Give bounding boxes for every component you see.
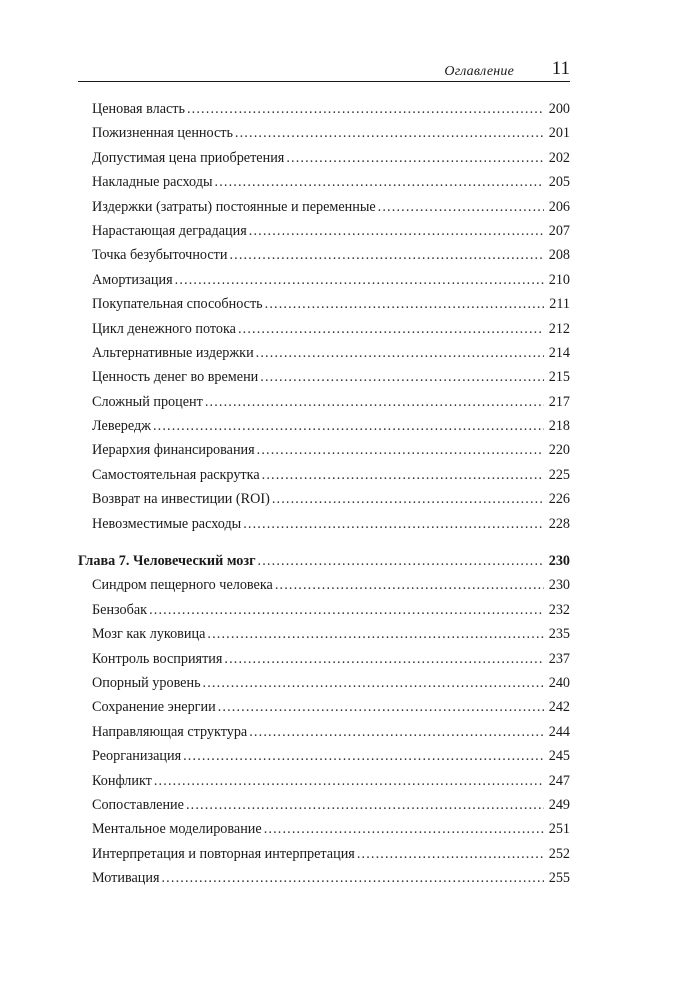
toc-entry-row	[78, 651, 570, 675]
dot-leader	[207, 626, 544, 643]
toc-entry-row	[78, 394, 570, 418]
entry-page-number: 220	[548, 442, 570, 459]
toc-entry-row	[78, 272, 570, 296]
entry-title: Альтернативные издержки	[92, 344, 254, 361]
toc-chapter-row	[78, 553, 570, 577]
entry-title: Сопоставление	[92, 796, 184, 813]
dot-leader	[229, 247, 544, 264]
dot-leader	[249, 223, 544, 240]
entry-page-number: 228	[548, 515, 570, 532]
chapter-title: Глава 7. Человеческий мозг	[78, 553, 256, 570]
entry-title: Иерархия финансирования	[92, 442, 255, 459]
dot-leader	[215, 174, 545, 191]
toc-entry-row	[78, 821, 570, 845]
entry-title: Опорный уровень	[92, 674, 201, 691]
entry-title: Невозместимые расходы	[92, 515, 242, 532]
running-header	[78, 58, 570, 82]
toc-entry-row	[78, 174, 570, 198]
dot-leader	[243, 516, 544, 533]
toc-entry-row	[78, 577, 570, 601]
entry-page-number: 206	[548, 198, 570, 215]
dot-leader	[264, 821, 544, 838]
entry-title: Самостоятельная раскрутка	[92, 466, 260, 483]
toc-entry-row	[78, 321, 570, 345]
toc-entry-row	[78, 699, 570, 723]
entry-page-number: 242	[548, 699, 570, 716]
entry-title: Бензобак	[92, 601, 148, 618]
dot-leader	[154, 773, 544, 790]
toc-entry-row	[78, 797, 570, 821]
running-header-title: Оглавление	[444, 64, 514, 79]
dot-leader	[153, 418, 544, 435]
toc-entry-row	[78, 125, 570, 149]
dot-leader	[378, 199, 544, 216]
dot-leader	[357, 846, 544, 863]
entry-page-number: 240	[548, 674, 570, 691]
dot-leader	[249, 724, 544, 741]
toc-entry-row	[78, 247, 570, 271]
entry-page-number: 251	[548, 821, 570, 838]
dot-leader	[265, 296, 544, 313]
entry-title: Ментальное моделирование	[92, 821, 262, 838]
dot-leader	[149, 602, 544, 619]
entry-page-number: 249	[548, 796, 570, 813]
entry-title: Покупательная способность	[92, 296, 263, 313]
toc-entry-row	[78, 418, 570, 442]
toc-entry-row	[78, 345, 570, 369]
entry-page-number: 230	[548, 577, 570, 594]
dot-leader	[275, 577, 544, 594]
entry-page-number: 245	[548, 748, 570, 765]
entry-title: Сложный процент	[92, 393, 203, 410]
entry-page-number: 247	[548, 772, 570, 789]
toc-entry-row	[78, 675, 570, 699]
entry-title: Направляющая структура	[92, 723, 248, 740]
dot-leader	[286, 150, 544, 167]
toc-entry-row	[78, 773, 570, 797]
dot-leader	[161, 870, 544, 887]
entry-page-number: 214	[548, 344, 570, 361]
dot-leader	[186, 797, 544, 814]
entry-title: Ценность денег во времени	[92, 369, 259, 386]
toc-entry-row	[78, 369, 570, 393]
entry-page-number: 200	[548, 101, 570, 117]
entry-title: Левередж	[92, 418, 151, 435]
dot-leader	[218, 699, 544, 716]
toc-entry-row	[78, 223, 570, 247]
toc-entry-row	[78, 101, 570, 125]
entry-title: Ценовая власть	[92, 101, 185, 117]
dot-leader	[238, 321, 544, 338]
entry-page-number: 207	[548, 222, 570, 239]
entry-page-number: 202	[548, 149, 570, 166]
entry-title: Пожизненная ценность	[92, 125, 233, 142]
toc-entry-row	[78, 626, 570, 650]
entry-title: Контроль восприятия	[92, 650, 223, 667]
entry-page-number: 252	[548, 845, 570, 862]
entry-title: Синдром пещерного человека	[92, 577, 273, 594]
dot-leader	[256, 345, 544, 362]
entry-page-number: 226	[548, 491, 570, 508]
entry-title: Цикл денежного потока	[92, 320, 236, 337]
entry-title: Нарастающая деградация	[92, 222, 247, 239]
toc-entry-row	[78, 491, 570, 515]
entry-title: Издержки (затраты) постоянные и переменные	[92, 198, 376, 215]
entry-page-number: 215	[548, 369, 570, 386]
entry-title: Конфликт	[92, 772, 152, 789]
entry-title: Точка безубыточности	[92, 247, 228, 264]
entry-page-number: 225	[548, 466, 570, 483]
entry-page-number: 212	[548, 320, 570, 337]
entry-title: Реорганизация	[92, 748, 182, 765]
entry-page-number: 210	[548, 271, 570, 288]
dot-leader	[224, 651, 544, 668]
toc-entry-row	[78, 846, 570, 870]
entry-title: Мотивация	[92, 870, 160, 887]
entry-page-number: 205	[548, 174, 570, 191]
toc-entry-row	[78, 150, 570, 174]
toc-entry-row	[78, 467, 570, 491]
toc-entry-row	[78, 748, 570, 772]
entry-title: Допустимая цена приобретения	[92, 149, 285, 166]
entry-title: Мозг как луковица	[92, 626, 206, 643]
entry-page-number: 217	[548, 393, 570, 410]
dot-leader	[235, 125, 544, 142]
entry-title: Возврат на инвестиции (ROI)	[92, 491, 270, 508]
entry-page-number: 208	[548, 247, 570, 264]
toc-entry-row	[78, 199, 570, 223]
page-number: 11	[551, 58, 570, 79]
toc-entry-row	[78, 516, 570, 540]
toc-entry-row	[78, 296, 570, 320]
toc-entry-row	[78, 870, 570, 894]
toc-entry-row	[78, 602, 570, 626]
dot-leader	[187, 101, 544, 118]
dot-leader	[262, 467, 544, 484]
toc-entry-row	[78, 442, 570, 466]
header-rule	[78, 81, 570, 82]
dot-leader	[205, 394, 544, 411]
dot-leader	[175, 272, 544, 289]
entry-page-number: 232	[548, 601, 570, 618]
entry-page-number: 235	[548, 626, 570, 643]
entry-page-number: 201	[548, 125, 570, 142]
chapter-page-number: 230	[548, 553, 570, 570]
dot-leader	[203, 675, 544, 692]
entry-page-number: 244	[548, 723, 570, 740]
dot-leader	[272, 491, 544, 508]
toc-entry-row	[78, 724, 570, 748]
entry-page-number: 218	[548, 418, 570, 435]
table-of-contents	[78, 101, 570, 895]
dot-leader	[257, 442, 544, 459]
entry-title: Интерпретация и повторная интерпретация	[92, 845, 355, 862]
entry-title: Амортизация	[92, 271, 173, 288]
dot-leader	[183, 748, 544, 765]
entry-title: Накладные расходы	[92, 174, 213, 191]
entry-page-number: 255	[548, 870, 570, 887]
entry-page-number: 237	[548, 650, 570, 667]
dot-leader	[258, 553, 544, 570]
entry-page-number: 211	[549, 296, 570, 313]
entry-title: Сохранение энергии	[92, 699, 216, 716]
dot-leader	[260, 369, 544, 386]
